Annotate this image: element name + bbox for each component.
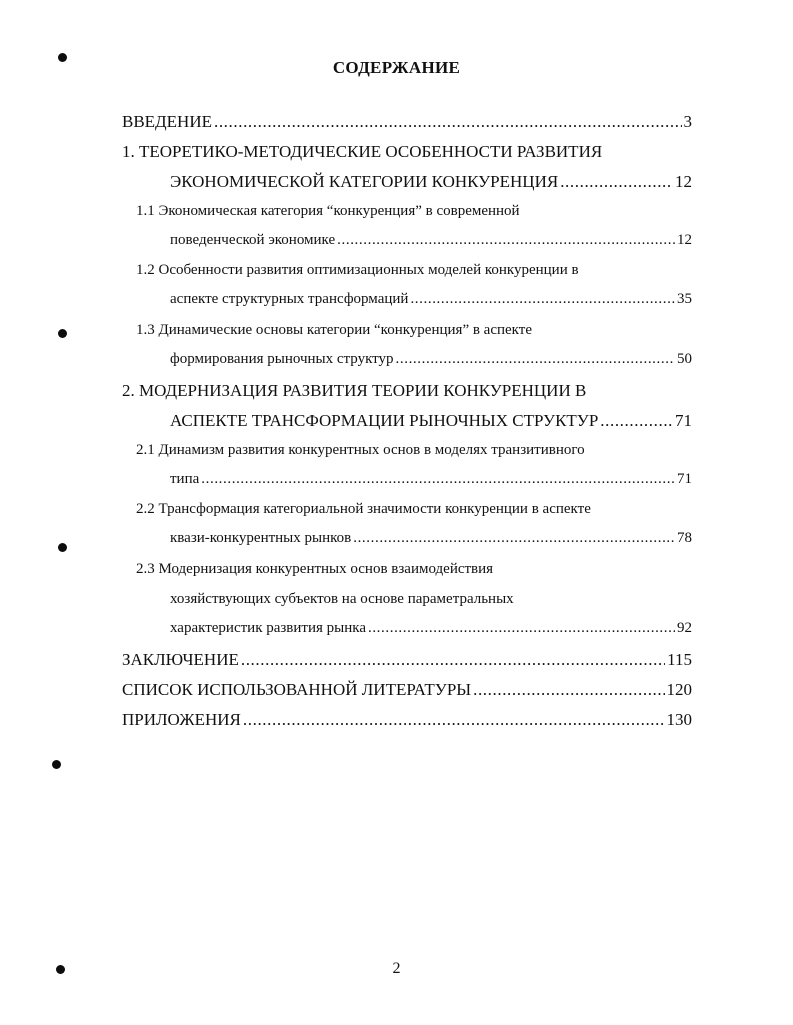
toc-entry-section-2-3[interactable] — [170, 620, 692, 642]
toc-entry-section-2-2[interactable] — [170, 530, 692, 552]
toc-page-number: 71 — [675, 411, 692, 430]
toc-entry-title: ПРИЛОЖЕНИЯ — [122, 710, 241, 729]
toc-page-number: 3 — [683, 112, 692, 131]
toc-entry-title: ЭКОНОМИЧЕСКОЙ КАТЕГОРИИ КОНКУРЕНЦИЯ — [170, 172, 559, 191]
punch-hole-mark — [58, 329, 67, 338]
toc-entry-chapter-1[interactable] — [170, 172, 692, 194]
toc-entry-title: АСПЕКТЕ ТРАНСФОРМАЦИИ РЫНОЧНЫХ СТРУКТУР — [170, 411, 599, 430]
toc-entry-section-1-1-line[interactable]: 1.1 Экономическая категория “конкуренция” в современной — [136, 203, 520, 219]
toc-entry-section-1-1[interactable] — [170, 232, 692, 254]
toc-entry-title: характеристик развития рынка — [170, 620, 366, 636]
toc-entry-title: ЗАКЛЮЧЕНИЕ — [122, 650, 239, 669]
toc-entry-title: поведенческой экономике — [170, 232, 336, 248]
toc-entry-section-2-2-line[interactable]: 2.2 Трансформация категориальной значимости конкуренции в аспекте — [136, 501, 591, 517]
dot-leader — [337, 232, 675, 249]
page-number: 2 — [392, 960, 401, 977]
toc-entry-title: квази-конкурентных рынков — [170, 530, 352, 546]
dot-leader — [560, 172, 673, 192]
dot-leader — [396, 351, 675, 368]
dot-leader — [368, 620, 675, 637]
toc-entry-section-2-1[interactable] — [170, 471, 692, 493]
dot-leader — [473, 680, 664, 700]
toc-entry-appendices[interactable] — [122, 710, 692, 732]
toc-entry-chapter-2-line[interactable]: 2. МОДЕРНИЗАЦИЯ РАЗВИТИЯ ТЕОРИИ КОНКУРЕНЦИИ В — [122, 381, 587, 400]
dot-leader — [241, 650, 665, 670]
dot-leader — [353, 530, 675, 547]
toc-entry-title: СПИСОК ИСПОЛЬЗОВАННОЙ ЛИТЕРАТУРЫ — [122, 680, 472, 699]
toc-entry-title: формирования рыночных структур — [170, 351, 394, 367]
toc-page-number: 120 — [666, 680, 692, 699]
toc-page-number: 50 — [677, 351, 692, 367]
toc-page-number: 12 — [677, 232, 692, 248]
toc-page-number: 12 — [675, 172, 692, 191]
toc-page-number: 78 — [677, 530, 692, 546]
punch-hole-mark — [52, 760, 61, 769]
toc-entry-references[interactable] — [122, 680, 692, 702]
toc-entry-section-1-2-line[interactable]: 1.2 Особенности развития оптимизационных моделей конкуренции в — [136, 262, 579, 278]
toc-entry-section-1-3[interactable] — [170, 351, 692, 373]
toc-entry-section-1-2[interactable] — [170, 291, 692, 313]
toc-entry-section-1-3-line[interactable]: 1.3 Динамические основы категории “конкуренция” в аспекте — [136, 322, 532, 338]
toc-entry-section-2-3-line[interactable]: хозяйствующих субъектов на основе параметральных — [170, 591, 514, 607]
toc-page-number: 35 — [677, 291, 692, 307]
toc-page-number: 71 — [677, 471, 692, 487]
dot-leader — [201, 471, 675, 488]
toc-page-number: 115 — [667, 650, 692, 669]
toc-entry-section-2-1-line[interactable]: 2.1 Динамизм развития конкурентных основ в моделях транзитивного — [136, 442, 585, 458]
toc-page-number: 92 — [677, 620, 692, 636]
toc-entry-introduction[interactable] — [122, 112, 692, 134]
toc-entry-title: ВВЕДЕНИЕ — [122, 112, 212, 131]
toc-entry-chapter-1-line[interactable]: 1. ТЕОРЕТИКО-МЕТОДИЧЕСКИЕ ОСОБЕННОСТИ РАЗВИТИЯ — [122, 142, 603, 161]
punch-hole-mark — [58, 543, 67, 552]
toc-entry-chapter-2[interactable] — [170, 411, 692, 433]
dot-leader — [600, 411, 673, 431]
toc-entry-title: аспекте структурных трансформаций — [170, 291, 409, 307]
dot-leader — [410, 291, 675, 308]
toc-entry-title: типа — [170, 471, 200, 487]
page-title: СОДЕРЖАНИЕ — [332, 58, 461, 77]
toc-entry-conclusion[interactable] — [122, 650, 692, 672]
toc-page-number: 130 — [666, 710, 692, 729]
toc-entry-section-2-3-line[interactable]: 2.3 Модернизация конкурентных основ взаимодействия — [136, 561, 494, 577]
dot-leader — [243, 710, 665, 730]
dot-leader — [214, 112, 682, 132]
